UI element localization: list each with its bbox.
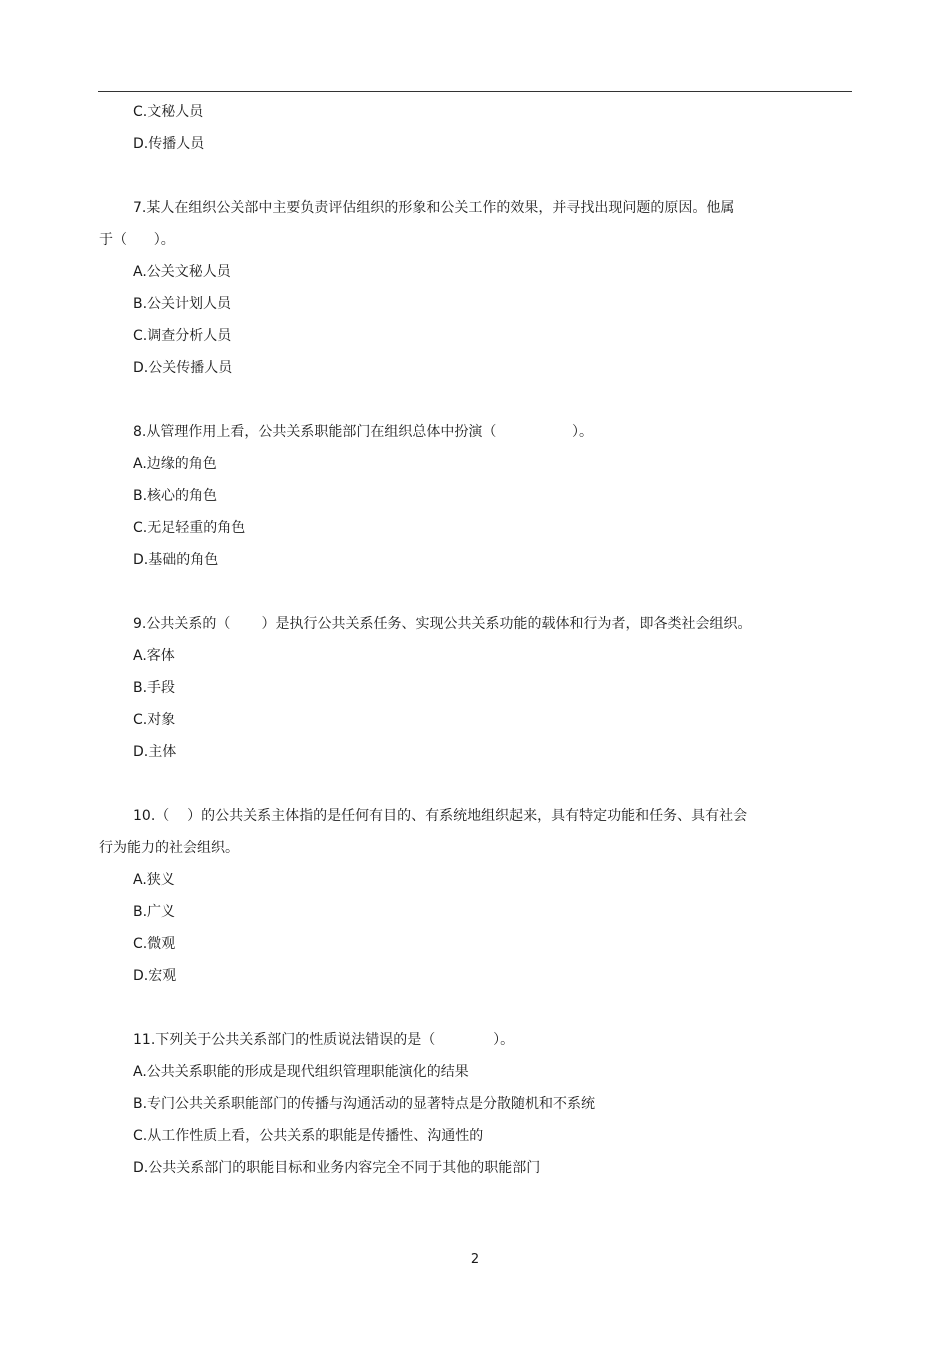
- option-b: B.手段: [133, 680, 176, 696]
- question-text: 7.某人在组织公关部中主要负责评估组织的形象和公关工作的效果，并寻找出现问题的原因。他属: [133, 200, 735, 216]
- page-number: 2: [470, 1252, 480, 1267]
- option-b: B.广义: [133, 904, 176, 920]
- option-d: D.公关传播人员: [133, 360, 233, 376]
- option-a: A.客体: [133, 648, 175, 664]
- option-d: D.宏观: [133, 968, 177, 984]
- option-a: A.边缘的角色: [133, 456, 217, 472]
- option-c: C.从工作性质上看，公共关系的职能是传播性、沟通性的: [133, 1128, 484, 1144]
- option-c: C.无足轻重的角色: [133, 520, 246, 536]
- question-text: 8.从管理作用上看，公共关系职能部门在组织总体中扮演（ ）。: [133, 424, 594, 440]
- question-text-continued: 于（ ）。: [99, 232, 175, 248]
- option-c: C.对象: [133, 712, 176, 728]
- option-c: C.文秘人员: [133, 104, 204, 120]
- option-a: A.公关文秘人员: [133, 264, 231, 280]
- option-b: B.专门公共关系职能部门的传播与沟通活动的显著特点是分散随机和不系统: [133, 1096, 596, 1112]
- option-d: D.传播人员: [133, 136, 205, 152]
- option-d: D.主体: [133, 744, 177, 760]
- option-b: B.核心的角色: [133, 488, 218, 504]
- option-a: A.狭义: [133, 872, 175, 888]
- question-text: 11.下列关于公共关系部门的性质说法错误的是（ ）。: [133, 1032, 515, 1048]
- option-b: B.公关计划人员: [133, 296, 232, 312]
- header-rule: [98, 91, 852, 92]
- question-text-continued: 行为能力的社会组织。: [99, 840, 239, 856]
- option-a: A.公共关系职能的形成是现代组织管理职能演化的结果: [133, 1064, 469, 1080]
- option-c: C.调查分析人员: [133, 328, 232, 344]
- option-d: D.基础的角色: [133, 552, 219, 568]
- question-text: 10.（ ）的公共关系主体指的是任何有目的、有系统地组织起来，具有特定功能和任务、具有社会: [133, 808, 748, 824]
- option-d: D.公共关系部门的职能目标和业务内容完全不同于其他的职能部门: [133, 1160, 541, 1176]
- question-text: 9.公共关系的（ ）是执行公共关系任务、实现公共关系功能的载体和行为者，即各类社会组织。: [133, 616, 752, 632]
- option-c: C.微观: [133, 936, 176, 952]
